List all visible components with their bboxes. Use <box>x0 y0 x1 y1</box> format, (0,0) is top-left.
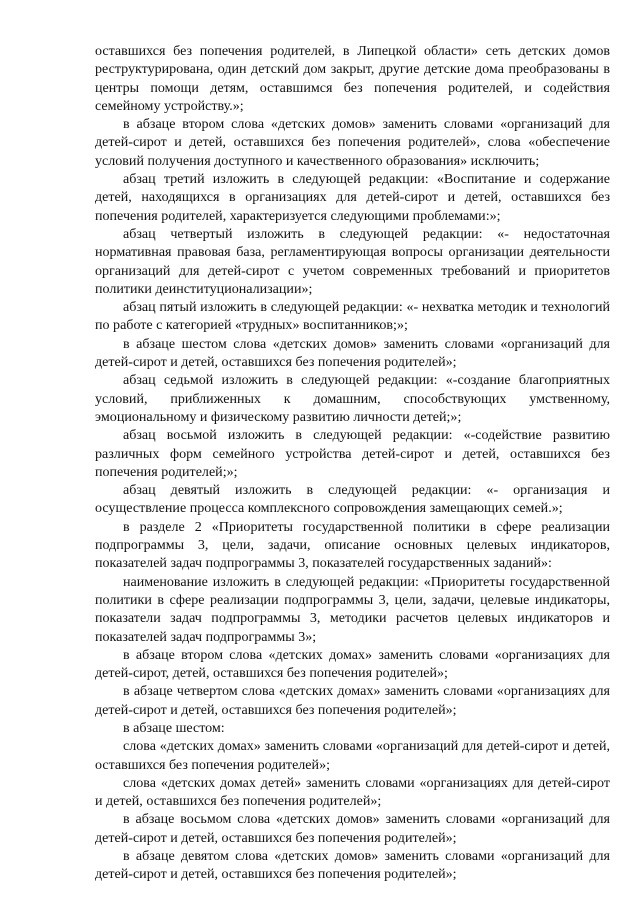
paragraph-8: абзац восьмой изложить в следующей редакции: «-содействие развитию различных форм семейного устройства детей-сирот и детей, оставшихся без попечения родителей;»; <box>95 427 610 480</box>
paragraph-16: слова «детских домах детей» заменить словами «организациях для детей-сирот и детей, оставшихся без попечения родителей»; <box>95 774 610 810</box>
paragraph-17: в абзаце восьмом слова «детских домов» заменить словами «организаций для детей-сирот и детей, оставшихся без попечения родителей»; <box>95 811 610 846</box>
paragraph-11: наименование изложить в следующей редакции: «Приоритеты государственной политики в сфере реализации подпрограммы 3, цели, задачи, целевые индикаторы, показатели задач подпрограммы 3, методики расчетов целевых индикаторов и показателей задач подпрограммы 3»; <box>95 573 610 645</box>
paragraph-3: абзац третий изложить в следующей редакции: «Воспитание и содержание детей, находящихся в организациях для детей-сирот и детей, оставшихся без попечения родителей, характеризуется следующими проблемами:»; <box>95 171 610 224</box>
paragraph-4: абзац четвертый изложить в следующей редакции: «- недостаточная нормативная правовая база, регламентирующая вопросы организации деятельности организаций для детей-сирот с учетом современных требований и приоритетов политики деинституционализации»; <box>95 225 610 297</box>
paragraph-7: абзац седьмой изложить в следующей редакции: «-создание благоприятных условий, приближенных к домашним, способствующих умственному, эмоциональному и физическому развитию личности детей;»; <box>95 372 610 425</box>
paragraph-15: слова «детских домах» заменить словами «организаций для детей-сирот и детей, оставшихся без попечения родителей»; <box>95 738 610 773</box>
paragraph-1: оставшихся без попечения родителей, в Липецкой области» сеть детских домов реструктурирована, один детский дом закрыт, другие детские дома преобразованы в центры помощи детям, оставшимся без попечения родителей, и содействия семейному устройству.»; <box>95 43 610 114</box>
paragraph-12: в абзаце втором слова «детских домах» заменить словами «организациях для детей-сирот, детей, оставшихся без попечения родителей»; <box>95 646 610 682</box>
paragraph-2: в абзаце втором слова «детских домов» заменить словами «организаций для детей-сирот и детей, оставшихся без попечения родителей», слова «обеспечение условий получения доступного и качественного образования» исключить; <box>95 116 610 169</box>
paragraph-14: в абзаце шестом: <box>123 719 225 736</box>
paragraph-18: в абзаце девятом слова «детских домов» заменить словами «организаций для детей-сирот и детей, оставшихся без попечения родителей»; <box>95 848 610 883</box>
paragraph-10: в разделе 2 «Приоритеты государственной политики в сфере реализации подпрограммы 3, цели, задачи, описание основных целевых индикаторов, показателей задач подпрограммы 3, показателей государственных заданий»: <box>95 518 610 572</box>
paragraph-13: в абзаце четвертом слова «детских домах» заменить словами «организациях для детей-сирот и детей, оставшихся без попечения родителей»; <box>95 683 610 718</box>
paragraph-9: абзац девятый изложить в следующей редакции: «- организация и осуществление процесса комплексного сопровождения замещающих семей.»; <box>95 482 610 517</box>
paragraph-5: абзац пятый изложить в следующей редакции: «- нехватка методик и технологий по работе с категорией «трудных» воспитанников;»; <box>95 299 610 334</box>
paragraph-6: в абзаце шестом слова «детских домов» заменить словами «организаций для детей-сирот и детей, оставшихся без попечения родителей»; <box>95 335 610 371</box>
